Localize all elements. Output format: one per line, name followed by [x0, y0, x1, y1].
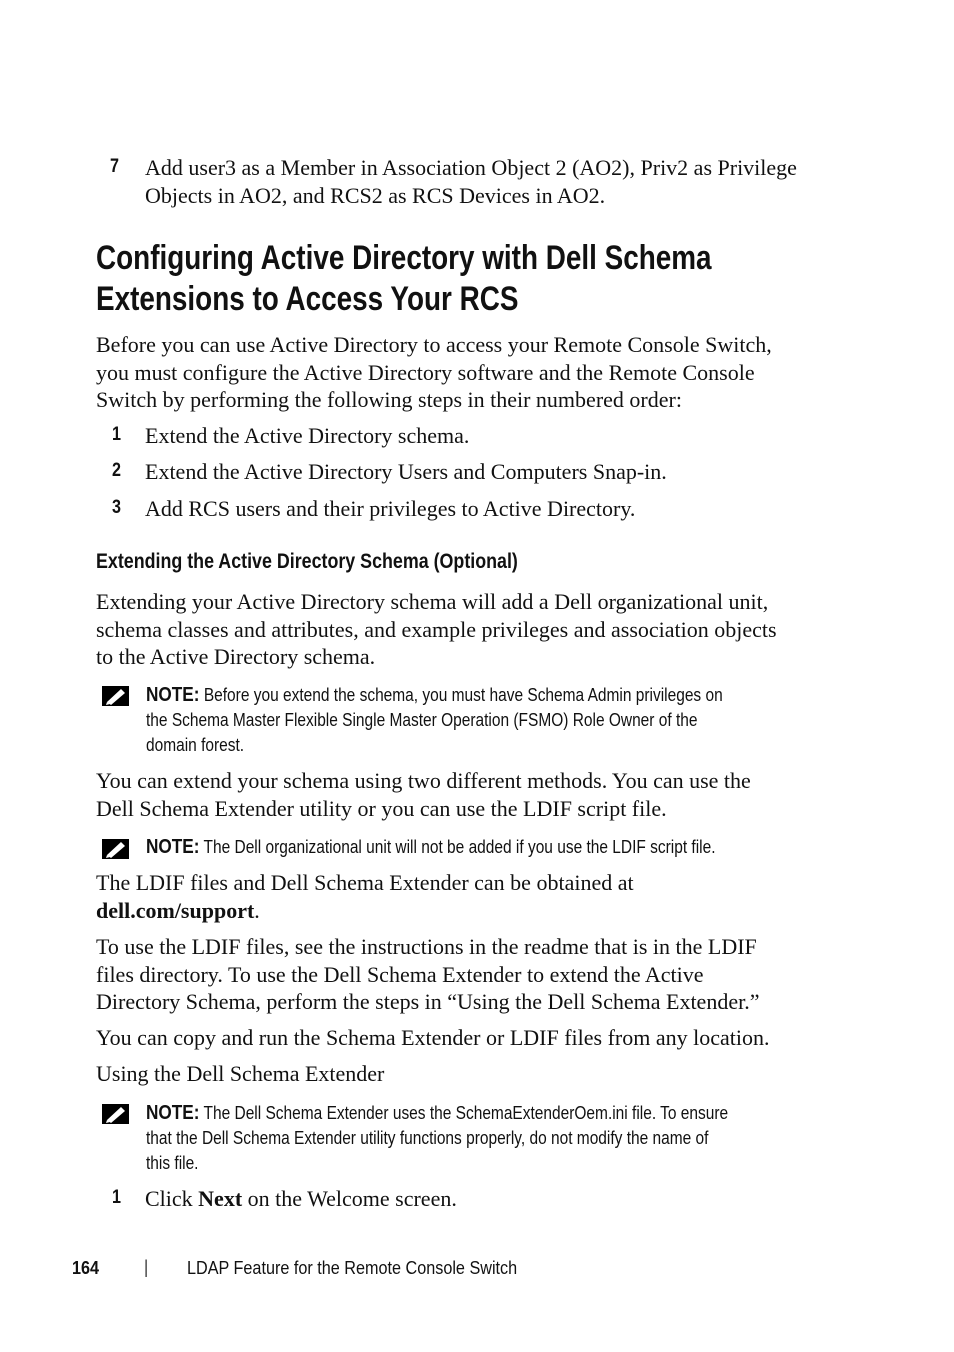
step-1-text: Extend the Active Directory schema.	[145, 423, 470, 448]
note-label: NOTE:	[146, 836, 200, 858]
section-heading: Configuring Active Directory with Dell Schema Extensions to Access Your RCS	[96, 239, 712, 318]
note-1: NOTE: Before you extend the schema, you must have Schema Admin privileges on the Schema Master Flexible Single Master Operation (FSMO) Role Owner of the domain forest.	[146, 684, 723, 755]
intro-paragraph: Before you can use Active Directory to access your Remote Console Switch, you must configure the Active Directory software and the Remote Console Switch by performing the following steps in their numbered order:	[96, 332, 772, 412]
note-label: NOTE:	[146, 684, 200, 706]
step-3-number: 3	[112, 497, 121, 518]
step-2-number: 2	[112, 460, 121, 481]
methods-paragraph: You can extend your schema using two different methods. You can use the Dell Schema Extender utility or you can use the LDIF script file.	[96, 768, 751, 821]
click-step-text: Click Next on the Welcome screen.	[145, 1186, 457, 1211]
schema-paragraph: Extending your Active Directory schema will add a Dell organizational unit, schema classes and attributes, and example privileges and association objects to the Active Directory schema.	[96, 589, 777, 669]
note-3: NOTE: The Dell Schema Extender uses the SchemaExtenderOem.ini file. To ensure that the Dell Schema Extender utility functions properly, do not modify the name of this file.	[146, 1102, 729, 1173]
click-step-number: 1	[112, 1187, 121, 1208]
footer-separator: |	[144, 1257, 149, 1277]
next-label: Next	[198, 1186, 243, 1211]
note-pencil-icon	[101, 1103, 131, 1125]
step-2-text: Extend the Active Directory Users and Computers Snap-in.	[145, 459, 667, 484]
step-1-number: 1	[112, 424, 121, 445]
instructions-paragraph: To use the LDIF files, see the instructions in the readme that is in the LDIF files directory. To use the Dell Schema Extender to extend the Active Directory Schema, perform the steps in “Using the Dell Schema Extender.”	[96, 934, 760, 1014]
step-number: 7	[110, 156, 119, 177]
page-number: 164	[72, 1258, 100, 1278]
copy-paragraph: You can copy and run the Schema Extender or LDIF files from any location.	[96, 1025, 770, 1050]
step-7	[110, 156, 121, 178]
subsection-heading: Extending the Active Directory Schema (Optional)	[96, 550, 518, 573]
note-label: NOTE:	[146, 1102, 200, 1124]
note-2: NOTE: The Dell organizational unit will not be added if you use the LDIF script file.	[146, 836, 716, 858]
note-pencil-icon	[101, 685, 131, 707]
step-7-text: Add user3 as a Member in Association Object 2 (AO2), Priv2 as Privilege Objects in AO2, and RCS2 as RCS Devices in AO2.	[145, 155, 797, 208]
step-3-text: Add RCS users and their privileges to Active Directory.	[145, 496, 636, 521]
note-pencil-icon	[101, 838, 131, 860]
support-link[interactable]: dell.com/support	[96, 897, 255, 923]
footer-title: LDAP Feature for the Remote Console Switch	[187, 1258, 518, 1278]
extender-heading: Using the Dell Schema Extender	[96, 1061, 385, 1086]
ldif-paragraph: The LDIF files and Dell Schema Extender can be obtained at dell.com/support.	[96, 870, 634, 923]
